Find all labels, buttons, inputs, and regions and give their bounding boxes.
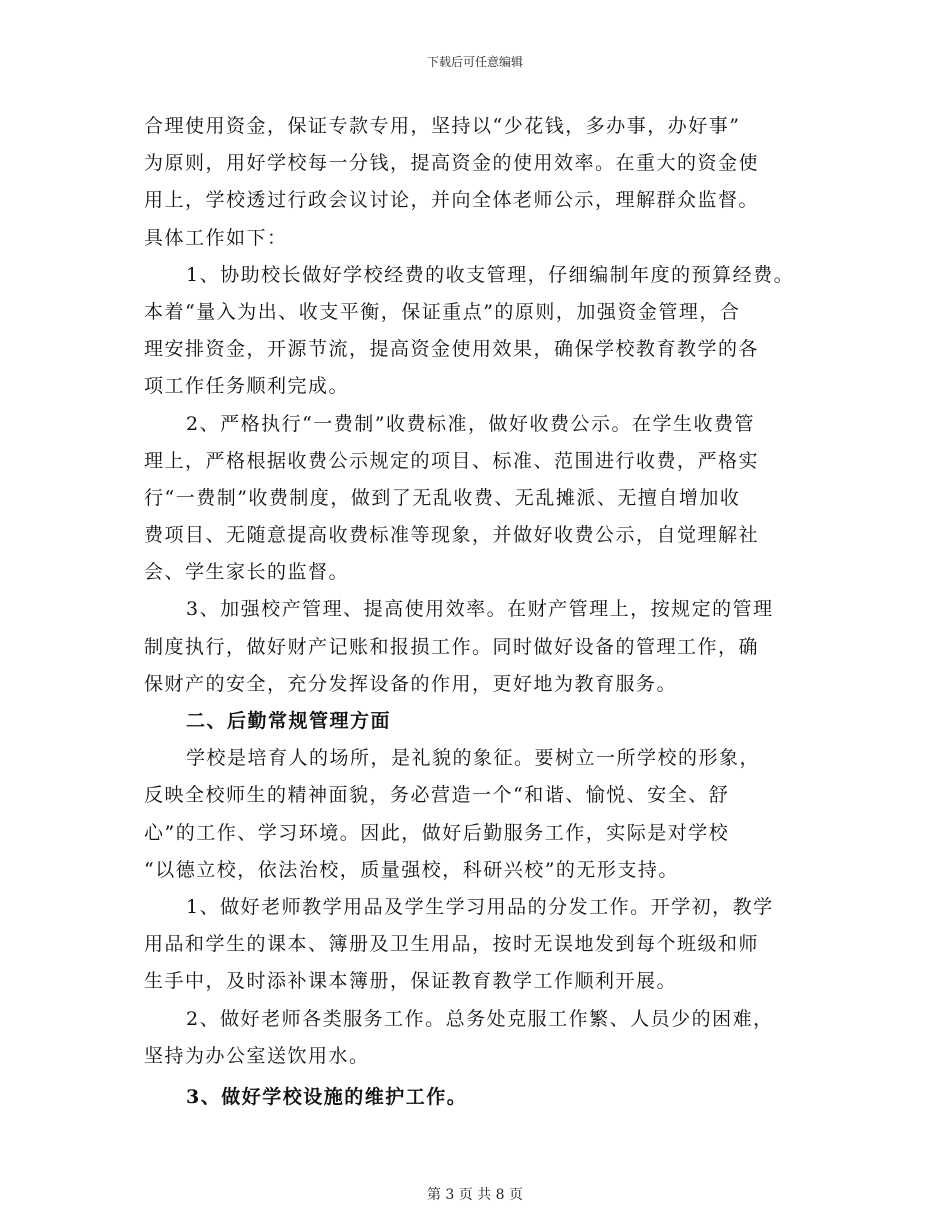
body-line: 制度执行，做好财产记账和报损工作。同时做好设备的管理工作，确 [144,635,760,658]
body-line: 保财产的安全，充分发挥设备的作用，更好地为教育服务。 [144,672,678,695]
paragraph-start: 2、做好老师各类服务工作。总务处克服工作繁、人员少的困难， [186,1007,774,1030]
body-line: 坚持为办公室送饮用水。 [144,1044,370,1067]
body-line: 理上，严格根据收费公示规定的项目、标准、范围进行收费，严格实 [144,449,760,472]
body-line: 用上，学校透过行政会议讨论，并向全体老师公示，理解群众监督。 [144,189,760,212]
body-line: 心”的工作、学习环境。因此，做好后勤服务工作，实际是对学校 [144,821,730,844]
paragraph-start: 3、加强校产管理、提高使用效率。在财产管理上，按规定的管理 [186,598,774,621]
body-line: “以德立校，依法治校，质量强校，科研兴校”的无形支持。 [144,858,679,881]
body-line: 费项目、无随意提高收费标准等现象，并做好收费公示，自觉理解社 [144,524,760,547]
body-line: 项工作任务顺利完成。 [144,375,350,398]
paragraph-start: 1、协助校长做好学校经费的收支管理，仔细编制年度的预算经费。 [186,263,795,286]
body-line: 本着“量入为出、收支平衡，保证重点”的原则，加强资金管理，合 [144,300,741,323]
subsection-heading: 3、做好学校设施的维护工作。 [186,1085,468,1108]
body-line: 反映全校师生的精神面貌，务必营造一个“和谐、愉悦、安全、舒 [144,784,730,807]
section-heading: 二、后勤常规管理方面 [186,710,392,732]
body-line: 合理使用资金，保证专款专用，坚持以“少花钱，多办事，办好事” [144,115,741,137]
body-line: 生手中，及时添补课本簿册，保证教育教学工作顺利开展。 [144,970,678,993]
document-body [144,108,844,1116]
page-number: 第 3 页 共 8 页 [426,1187,524,1203]
paragraph-start: 1、做好老师教学用品及学生学习用品的分发工作。开学初，教学 [186,895,774,918]
paragraph-start: 学校是培育人的场所，是礼貌的象征。要树立一所学校的形象， [186,747,761,770]
paragraph-start: 2、严格执行“一费制”收费标准，做好收费公示。在学生收费管 [186,412,756,435]
body-line: 具体工作如下： [144,226,288,249]
page-header: 下载后可任意编辑 [426,55,523,69]
body-line: 为原则，用好学校每一分钱，提高资金的使用效率。在重大的资金使 [144,152,760,175]
body-line: 理安排资金，开源节流，提高资金使用效果，确保学校教育教学的各 [144,338,760,361]
body-line: 行“一费制”收费制度，做到了无乱收费、无乱摊派、无擅自增加收 [144,486,741,509]
body-line: 用品和学生的课本、簿册及卫生用品，按时无误地发到每个班级和师 [144,933,760,956]
body-line: 会、学生家长的监督。 [144,561,350,584]
